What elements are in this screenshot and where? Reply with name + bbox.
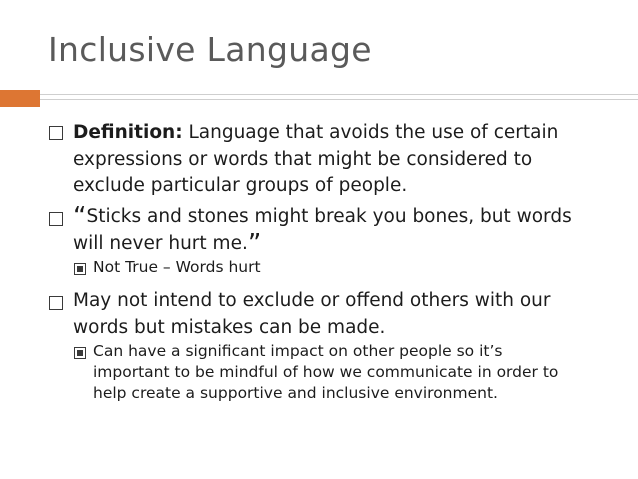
definition-text-line1: Language that avoids the use of certain — [182, 122, 559, 143]
title-accent-bar — [0, 90, 40, 107]
impact-text-line2: important to be mindful of how we communicate in order to — [93, 363, 559, 381]
bullet-quote — [73, 204, 572, 257]
quote-text-line1: Sticks and stones might break you bones, but words — [86, 206, 572, 227]
impact-text-line3: help create a supportive and inclusive environment. — [93, 384, 498, 402]
open-quote-mark: “ — [73, 202, 87, 232]
sub-bullet-box-icon — [74, 263, 86, 275]
title-divider-line — [40, 94, 638, 100]
mistakes-text-line1: May not intend to exclude or offend others with our — [73, 290, 551, 311]
quote-text-line2: will never hurt me. — [73, 232, 248, 254]
definition-text-line3: exclude particular groups of people. — [73, 175, 408, 196]
bullet-mistakes — [73, 288, 551, 341]
sub-bullet-text: Not True – Words hurt — [93, 258, 261, 276]
bullet-definition — [73, 120, 558, 200]
slide-title: Inclusive Language — [48, 30, 372, 69]
mistakes-text-line2: words but mistakes can be made. — [73, 316, 386, 338]
sub-bullet-box-icon — [74, 347, 86, 359]
definition-text-line2: expressions or words that might be considered to — [73, 148, 533, 170]
bullet-box-icon — [49, 126, 63, 140]
bullet-box-icon — [49, 296, 63, 310]
impact-text-line1: Can have a significant impact on other people so it’s — [93, 342, 503, 360]
bullet-box-icon — [49, 212, 63, 226]
sub-bullet-impact — [93, 341, 558, 404]
close-quote-mark: ” — [247, 228, 262, 259]
definition-label: Definition: — [73, 122, 183, 143]
sub-bullet-not-true — [93, 257, 261, 278]
